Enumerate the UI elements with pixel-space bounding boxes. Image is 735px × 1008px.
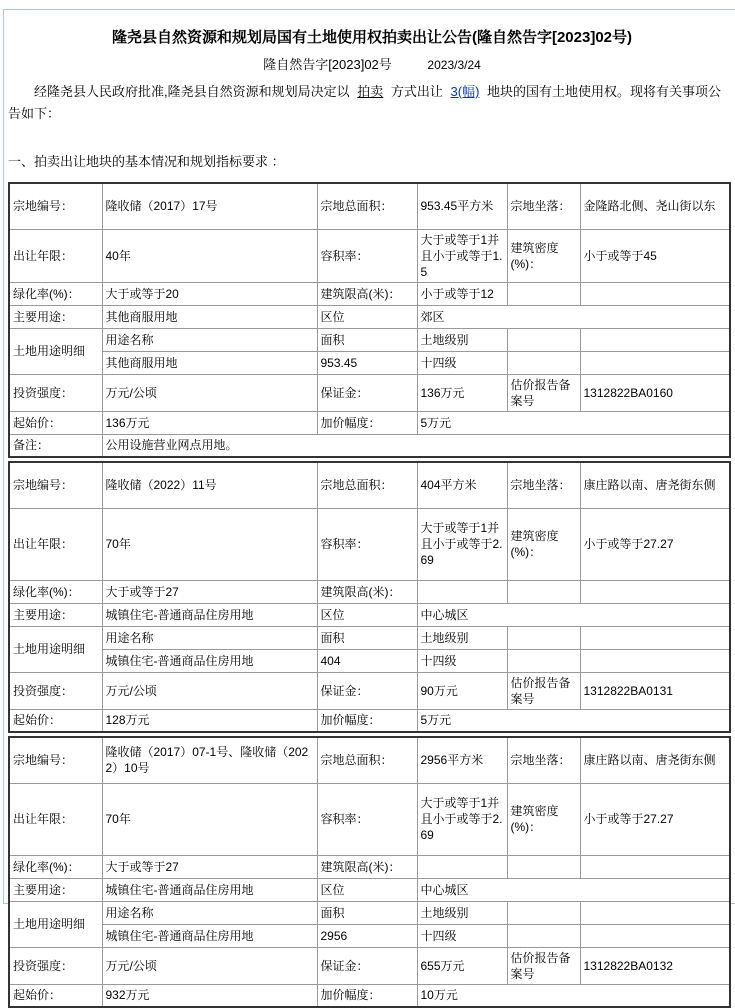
parcel-no-value: 隆收储（2017）07-1号、隆收储（2022）10号 xyxy=(102,737,317,783)
intro-suffix: 地块的国有土地使用权。现将有关事项公告如下： xyxy=(8,84,722,121)
deposit-value: 655万元 xyxy=(417,947,507,984)
table-row xyxy=(9,901,730,924)
start-price-value: 932万元 xyxy=(102,984,317,1007)
term-label: 出让年限： xyxy=(9,783,102,855)
table-row xyxy=(9,434,730,457)
land-grade-header: 土地级别 xyxy=(417,626,507,649)
table-row xyxy=(9,411,730,434)
use-area-value: 953.45 xyxy=(317,351,417,374)
density-value: 小于或等于45 xyxy=(580,229,730,282)
empty-cell xyxy=(580,901,730,924)
far-value: 大于或等于1并且小于或等于1.5 xyxy=(417,229,507,282)
empty-cell xyxy=(507,649,580,672)
page-frame xyxy=(3,9,735,1003)
use-name-header: 用途名称 xyxy=(102,328,317,351)
empty-cell xyxy=(507,626,580,649)
total-area-value: 2956平方米 xyxy=(417,737,507,783)
intro-paragraph xyxy=(8,81,733,125)
green-value: 大于或等于27 xyxy=(102,580,317,603)
empty-cell xyxy=(507,580,580,603)
use-name-value: 城镇住宅-普通商品住房用地 xyxy=(102,924,317,947)
total-area-value: 404平方米 xyxy=(417,462,507,508)
main-use-label: 主要用途： xyxy=(9,603,102,626)
area-header: 面积 xyxy=(317,901,417,924)
table-row xyxy=(9,649,730,672)
table-row xyxy=(9,626,730,649)
use-name-value: 城镇住宅-普通商品住房用地 xyxy=(102,649,317,672)
district-value: 中心城区 xyxy=(417,603,730,626)
doc-number: 隆自然告字[2023]02号 xyxy=(263,57,392,72)
use-detail-label: 土地用途明细 xyxy=(9,626,102,672)
table-row xyxy=(9,305,730,328)
empty-cell xyxy=(580,855,730,878)
table-row xyxy=(9,984,730,1007)
sale-method-field: 拍卖 xyxy=(357,84,384,99)
term-value: 70年 xyxy=(102,783,317,855)
increment-value: 10万元 xyxy=(417,984,730,1007)
doc-meta-line xyxy=(5,54,735,73)
term-value: 40年 xyxy=(102,229,317,282)
empty-cell xyxy=(580,649,730,672)
table-row xyxy=(9,229,730,282)
increment-label: 加价幅度： xyxy=(317,411,417,434)
table-row xyxy=(9,351,730,374)
report-no-value: 1312822BA0132 xyxy=(580,947,730,984)
district-label: 区位 xyxy=(317,878,417,901)
location-value: 康庄路以南、唐尧街东侧 xyxy=(580,462,730,508)
use-area-value: 404 xyxy=(317,649,417,672)
land-grade-value: 十四级 xyxy=(417,649,507,672)
location-label: 宗地坐落： xyxy=(507,737,580,783)
parcel-no-value: 隆收储（2017）17号 xyxy=(102,183,317,229)
report-no-value: 1312822BA0131 xyxy=(580,672,730,709)
investment-value: 万元/公顷 xyxy=(102,374,317,411)
empty-cell xyxy=(580,282,730,305)
table-row xyxy=(9,878,730,901)
deposit-label: 保证金： xyxy=(317,672,417,709)
remark-value: 公用设施营业网点用地。 xyxy=(102,434,730,457)
announcement-content xyxy=(4,10,735,1008)
location-label: 宗地坐落： xyxy=(507,462,580,508)
parcel-table-1 xyxy=(8,182,731,458)
density-label: 建筑密度(%)： xyxy=(507,508,580,580)
height-limit-value xyxy=(417,580,507,603)
use-name-header: 用途名称 xyxy=(102,626,317,649)
use-detail-label: 土地用途明细 xyxy=(9,328,102,374)
start-price-label: 起始价： xyxy=(9,709,102,732)
parcel-table-3 xyxy=(8,736,731,1008)
area-header: 面积 xyxy=(317,626,417,649)
start-price-label: 起始价： xyxy=(9,411,102,434)
district-value: 郊区 xyxy=(417,305,730,328)
term-label: 出让年限： xyxy=(9,229,102,282)
table-row xyxy=(9,947,730,984)
report-no-label: 估价报告备案号 xyxy=(507,947,580,984)
green-label: 绿化率(%)： xyxy=(9,855,102,878)
increment-value: 5万元 xyxy=(417,411,730,434)
district-label: 区位 xyxy=(317,603,417,626)
use-area-value: 2956 xyxy=(317,924,417,947)
table-row xyxy=(9,508,730,580)
empty-cell xyxy=(580,626,730,649)
main-use-value: 其他商服用地 xyxy=(102,305,317,328)
parcel-no-label: 宗地编号： xyxy=(9,462,102,508)
use-name-header: 用途名称 xyxy=(102,901,317,924)
report-no-value: 1312822BA0160 xyxy=(580,374,730,411)
section-heading: 一、拍卖出让地块的基本情况和规划指标要求 ： xyxy=(8,154,285,169)
green-value: 大于或等于20 xyxy=(102,282,317,305)
far-value: 大于或等于1并且小于或等于2.69 xyxy=(417,508,507,580)
height-limit-label: 建筑限高(米)： xyxy=(317,282,417,305)
far-label: 容积率： xyxy=(317,229,417,282)
land-grade-value: 十四级 xyxy=(417,351,507,374)
land-grade-header: 土地级别 xyxy=(417,901,507,924)
parcel-no-label: 宗地编号： xyxy=(9,183,102,229)
table-row xyxy=(9,328,730,351)
start-price-value: 128万元 xyxy=(102,709,317,732)
height-limit-value xyxy=(417,855,507,878)
deposit-value: 136万元 xyxy=(417,374,507,411)
empty-cell xyxy=(507,855,580,878)
table-row xyxy=(9,462,730,508)
location-value: 金隆路北侧、尧山街以东 xyxy=(580,183,730,229)
deposit-label: 保证金： xyxy=(317,947,417,984)
table-row xyxy=(9,672,730,709)
height-limit-label: 建筑限高(米)： xyxy=(317,580,417,603)
table-row xyxy=(9,855,730,878)
start-price-value: 136万元 xyxy=(102,411,317,434)
green-label: 绿化率(%)： xyxy=(9,580,102,603)
empty-cell xyxy=(580,924,730,947)
height-limit-label: 建筑限高(米)： xyxy=(317,855,417,878)
table-row xyxy=(9,603,730,626)
empty-cell xyxy=(507,282,580,305)
district-label: 区位 xyxy=(317,305,417,328)
land-grade-header: 土地级别 xyxy=(417,328,507,351)
location-label: 宗地坐落： xyxy=(507,183,580,229)
deposit-label: 保证金： xyxy=(317,374,417,411)
main-use-value: 城镇住宅-普通商品住房用地 xyxy=(102,878,317,901)
investment-label: 投资强度： xyxy=(9,672,102,709)
far-label: 容积率： xyxy=(317,783,417,855)
area-header: 面积 xyxy=(317,328,417,351)
table-row xyxy=(9,374,730,411)
parcel-count-link[interactable]: 3(幅) xyxy=(450,84,480,99)
table-row xyxy=(9,737,730,783)
use-name-value: 其他商服用地 xyxy=(102,351,317,374)
empty-cell xyxy=(507,901,580,924)
investment-label: 投资强度： xyxy=(9,374,102,411)
empty-cell xyxy=(580,328,730,351)
main-use-value: 城镇住宅-普通商品住房用地 xyxy=(102,603,317,626)
investment-value: 万元/公顷 xyxy=(102,947,317,984)
total-area-label: 宗地总面积： xyxy=(317,737,417,783)
green-label: 绿化率(%)： xyxy=(9,282,102,305)
district-value: 中心城区 xyxy=(417,878,730,901)
table-row xyxy=(9,580,730,603)
increment-value: 5万元 xyxy=(417,709,730,732)
table-row xyxy=(9,924,730,947)
page-title: 隆尧县自然资源和规划局国有土地使用权拍卖出让公告(隆自然告字[2023]02号) xyxy=(111,29,633,46)
height-limit-value: 小于或等于12 xyxy=(417,282,507,305)
term-value: 70年 xyxy=(102,508,317,580)
total-area-label: 宗地总面积： xyxy=(317,183,417,229)
investment-label: 投资强度： xyxy=(9,947,102,984)
far-label: 容积率： xyxy=(317,508,417,580)
table-row xyxy=(9,783,730,855)
table-row xyxy=(9,282,730,305)
report-no-label: 估价报告备案号 xyxy=(507,672,580,709)
parcel-no-value: 隆收储（2022）11号 xyxy=(102,462,317,508)
density-label: 建筑密度(%)： xyxy=(507,229,580,282)
density-value: 小于或等于27.27 xyxy=(580,783,730,855)
deposit-value: 90万元 xyxy=(417,672,507,709)
location-value: 康庄路以南、唐尧街东侧 xyxy=(580,737,730,783)
report-no-label: 估价报告备案号 xyxy=(507,374,580,411)
start-price-label: 起始价： xyxy=(9,984,102,1007)
empty-cell xyxy=(580,580,730,603)
increment-label: 加价幅度： xyxy=(317,709,417,732)
land-grade-value: 十四级 xyxy=(417,924,507,947)
intro-prefix: 经隆尧县人民政府批准,隆尧县自然资源和规划局决定以 xyxy=(34,84,350,99)
intro-middle: 方式出让 xyxy=(390,84,443,99)
density-label: 建筑密度(%)： xyxy=(507,783,580,855)
table-row xyxy=(9,183,730,229)
term-label: 出让年限： xyxy=(9,508,102,580)
use-detail-label: 土地用途明细 xyxy=(9,901,102,947)
far-value: 大于或等于1并且小于或等于2.69 xyxy=(417,783,507,855)
density-value: 小于或等于27.27 xyxy=(580,508,730,580)
green-value: 大于或等于27 xyxy=(102,855,317,878)
investment-value: 万元/公顷 xyxy=(102,672,317,709)
total-area-label: 宗地总面积： xyxy=(317,462,417,508)
main-use-label: 主要用途： xyxy=(9,305,102,328)
empty-cell xyxy=(580,351,730,374)
parcel-table-2 xyxy=(8,461,731,733)
parcel-no-label: 宗地编号： xyxy=(9,737,102,783)
table-row xyxy=(9,709,730,732)
empty-cell xyxy=(507,351,580,374)
increment-label: 加价幅度： xyxy=(317,984,417,1007)
empty-cell xyxy=(507,924,580,947)
total-area-value: 953.45平方米 xyxy=(417,183,507,229)
doc-date: 2023/3/24 xyxy=(427,58,481,72)
main-use-label: 主要用途： xyxy=(9,878,102,901)
remark-label: 备注： xyxy=(9,434,102,457)
empty-cell xyxy=(507,328,580,351)
